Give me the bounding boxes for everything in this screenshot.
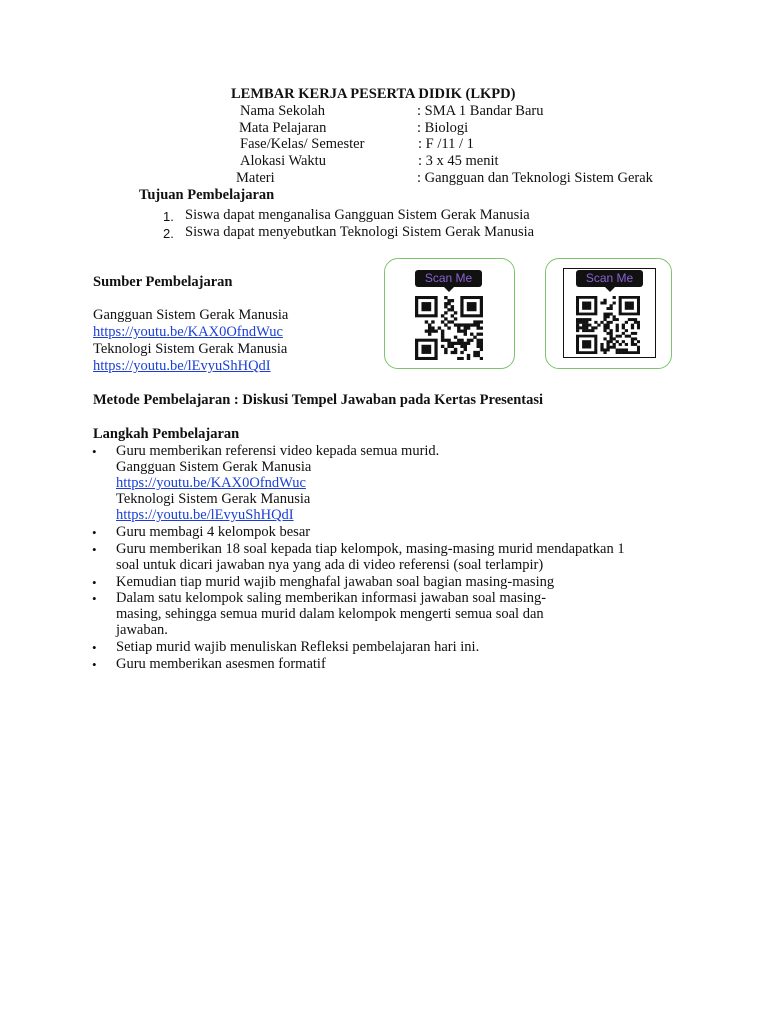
document-title: LEMBAR KERJA PESERTA DIDIK (LKPD) [231, 86, 516, 102]
bullet-icon: • [92, 657, 97, 672]
qr-card-teknologi [545, 258, 672, 369]
langkah-step: Guru memberikan asesmen formatif [116, 656, 326, 672]
value-mata-pelajaran: : Biologi [417, 120, 469, 136]
tujuan-heading: Tujuan Pembelajaran [139, 187, 275, 203]
bullet-icon: • [92, 444, 97, 459]
tujuan-item: Siswa dapat menganalisa Gangguan Sistem Gerak Manusia [185, 207, 530, 223]
metode-pembelajaran: Metode Pembelajaran : Diskusi Tempel Jawaban pada Kertas Presentasi [93, 392, 544, 408]
scan-me-badge [415, 270, 482, 287]
sumber-topic-teknologi: Teknologi Sistem Gerak Manusia [93, 341, 288, 357]
label-nama-sekolah: Nama Sekolah [240, 103, 325, 119]
langkah-heading: Langkah Pembelajaran [93, 426, 240, 442]
langkah-step: Guru membagi 4 kelompok besar [116, 524, 311, 540]
bullet-icon: • [92, 525, 97, 540]
langkah-step: Guru memberikan 18 soal kepada tiap kelompok, masing-masing murid mendapatkan 1 [116, 541, 625, 557]
langkah-step: Kemudian tiap murid wajib menghafal jawaban soal bagian masing-masing [116, 574, 555, 590]
qr-code-icon[interactable] [576, 296, 640, 354]
bullet-icon: • [92, 640, 97, 655]
bullet-icon: • [92, 575, 97, 590]
langkah-step: Dalam satu kelompok saling memberikan informasi jawaban soal masing- [116, 590, 547, 606]
langkah-step-continuation: soal untuk dicari jawaban nya yang ada di video referensi (soal terlampir) [116, 557, 544, 573]
tujuan-item-number: 1. [163, 209, 174, 224]
scan-me-label: Scan Me [585, 271, 634, 285]
sumber-topic-gangguan: Gangguan Sistem Gerak Manusia [93, 307, 289, 323]
value-nama-sekolah: : SMA 1 Bandar Baru [417, 103, 544, 119]
value-alokasi-waktu: : 3 x 45 menit [418, 153, 499, 169]
bullet-icon: • [92, 591, 97, 606]
langkah-step: Guru memberikan referensi video kepada semua murid. [116, 443, 440, 459]
langkah-topic-gangguan: Gangguan Sistem Gerak Manusia [116, 459, 312, 475]
qr-code-icon[interactable] [415, 296, 483, 360]
sumber-link-teknologi[interactable]: https://youtu.be/lEvyuShHQdI [93, 358, 271, 374]
langkah-link-teknologi[interactable]: https://youtu.be/lEvyuShHQdI [116, 507, 294, 523]
langkah-step-continuation: masing, sehingga semua murid dalam kelompok mengerti semua soal dan [116, 606, 544, 622]
label-alokasi-waktu: Alokasi Waktu [240, 153, 326, 169]
langkah-topic-teknologi: Teknologi Sistem Gerak Manusia [116, 491, 311, 507]
value-materi: : Gangguan dan Teknologi Sistem Gerak [417, 170, 653, 186]
scan-me-label: Scan Me [424, 271, 473, 285]
sumber-link-gangguan[interactable]: https://youtu.be/KAX0OfndWuc [93, 324, 283, 340]
label-fase-kelas: Fase/Kelas/ Semester [240, 136, 365, 152]
value-fase-kelas: : F /11 / 1 [418, 136, 474, 152]
langkah-step: Setiap murid wajib menuliskan Refleksi pembelajaran hari ini. [116, 639, 480, 655]
langkah-link-gangguan[interactable]: https://youtu.be/KAX0OfndWuc [116, 475, 306, 491]
qr-card-gangguan [384, 258, 515, 369]
scan-me-badge [576, 270, 643, 287]
label-materi: Materi [236, 170, 275, 186]
tujuan-item: Siswa dapat menyebutkan Teknologi Sistem Gerak Manusia [185, 224, 535, 240]
sumber-heading: Sumber Pembelajaran [93, 274, 233, 290]
tujuan-item-number: 2. [163, 226, 174, 241]
bullet-icon: • [92, 542, 97, 557]
langkah-step-continuation: jawaban. [116, 622, 168, 638]
label-mata-pelajaran: Mata Pelajaran [239, 120, 327, 136]
